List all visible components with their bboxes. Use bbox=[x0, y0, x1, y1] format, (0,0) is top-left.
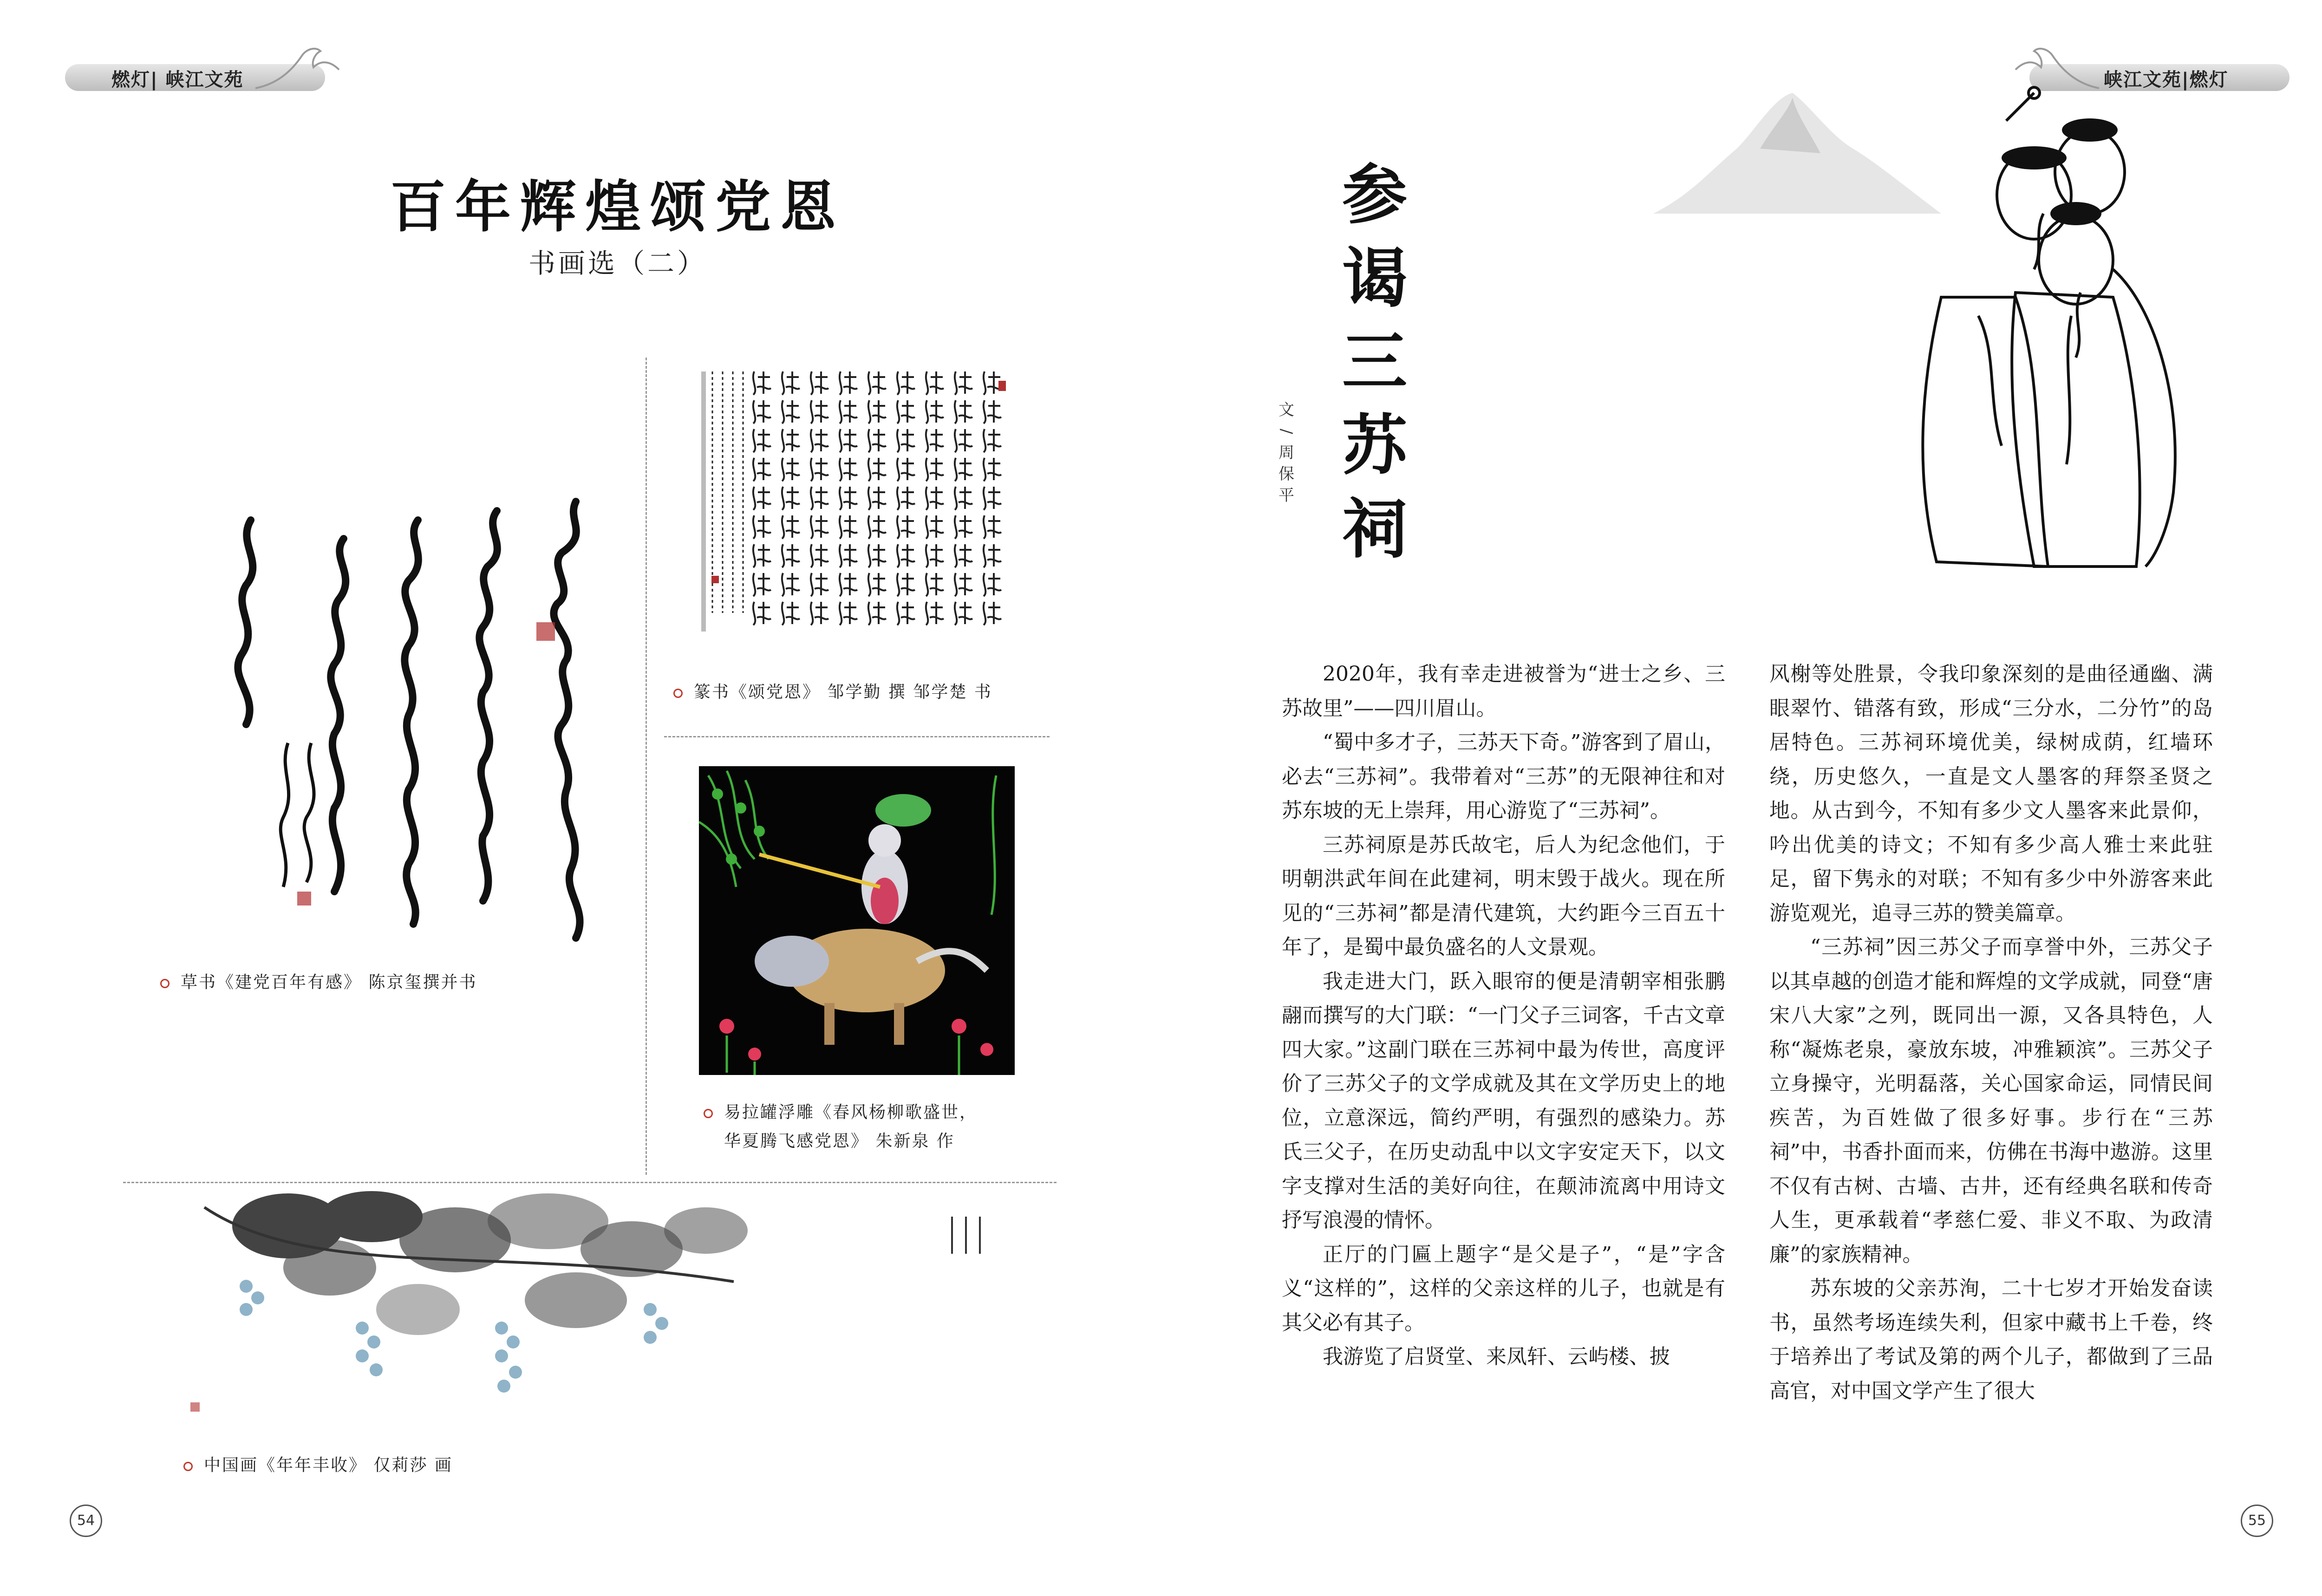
divider-horizontal-bottom bbox=[123, 1182, 1057, 1183]
author-char: 保 bbox=[1278, 465, 1294, 483]
title-char: 祠 bbox=[1342, 491, 1407, 567]
caption-painting bbox=[183, 1451, 453, 1480]
paragraph: 正厅的门匾上题字“是父是子”，“是”字含义“这样的”，这样的父亲这样的儿子，也就是有其父必有其子。 bbox=[1282, 1242, 1725, 1335]
caption-zhuanshu-text: 篆书《颂党恩》 邹学勤 撰 邹学楚 书 bbox=[694, 683, 992, 702]
title-char: 谒 bbox=[1342, 241, 1407, 317]
page-title: 百年辉煌颂党恩 bbox=[390, 174, 845, 240]
title-char: 苏 bbox=[1342, 408, 1407, 484]
article-column-1 bbox=[1282, 657, 1725, 1374]
caption-caoshu-text: 草书《建党百年有感》 陈京玺撰并书 bbox=[181, 973, 477, 992]
page-number-left: 54 bbox=[70, 1505, 102, 1537]
paragraph: 三苏祠原是苏氏故宅，后人为纪念他们，于明朝洪武年间在此建祠，明末毁于战火。现在所见的“三苏祠”都是清代建筑，大约距今三百五十年了，是蜀中最负盛名的人文景观。 bbox=[1282, 833, 1725, 959]
caption-zhuanshu bbox=[673, 678, 992, 707]
page-subtitle: 书画选（二） bbox=[528, 248, 707, 279]
paragraph-continued: 风榭等处胜景，令我印象深刻的是曲径通幽、满眼翠竹、错落有致，形成“三分水，二分竹”的岛居特色。三苏祠环境优美，绿树成荫，红墙环绕，历史悠久，一直是文人墨客的拜祭圣贤之地。从古到今，不知有多少文人墨客来此景仰，吟出优美的诗文；不知有多少高人雅士来此驻足，留下隽永的对联；不知有多少中外游客来此游览观光，追寻三苏的赞美篇章。 bbox=[1769, 662, 2213, 925]
paragraph: 我走进大门，跃入眼帘的便是清朝宰相张鹏翮而撰写的大门联：“一门父子三词客，千古文章四大家。”这副门联在三苏祠中最为传世，高度评价了三苏父子的文学成就及其在文学历史上的地位，立意深远，简约严明，有强烈的感染力。苏氏三父子，在历史动乱中以文字安定天下，以文字支撑对生活的美好向往，在颠沛流离中用诗文抒写浪漫的情怀。 bbox=[1282, 969, 1725, 1232]
divider-vertical bbox=[646, 358, 647, 1175]
caption-bullet-icon bbox=[160, 979, 170, 988]
author-byline-vertical bbox=[1275, 399, 1298, 506]
cursive-calligraphy-artwork bbox=[158, 483, 622, 961]
author-char: / bbox=[1277, 429, 1296, 434]
caption-bullet-icon bbox=[673, 689, 683, 698]
caption-relief-line1: 易拉罐浮雕《春风杨柳歌盛世， bbox=[724, 1103, 978, 1122]
article-column-2 bbox=[1769, 657, 2213, 1408]
title-char: 参 bbox=[1342, 157, 1407, 233]
article-title-vertical bbox=[1337, 153, 1412, 571]
caption-bullet-icon bbox=[704, 1109, 713, 1118]
paragraph: 我游览了启贤堂、来凤轩、云屿楼、披 bbox=[1323, 1345, 1670, 1368]
ink-painting-grapes bbox=[176, 1189, 1012, 1449]
relief-artwork bbox=[699, 766, 1015, 1075]
caption-caoshu bbox=[160, 968, 477, 997]
title-char: 三 bbox=[1342, 324, 1407, 400]
paragraph: “三苏祠”因三苏父子而享誉中外，三苏父子以其卓越的创造才能和辉煌的文学成就，同登“唐宋八大家”之列，既同出一源，又各具特色，人称“凝炼老泉，豪放东坡，冲雅颖滨”。三苏父子立身操守，光明磊落，关心国家命运，同情民间疾苦，为百姓做了很多好事。步行在“三苏祠”中，书香扑面而来，仿佛在书海中遨游。这里不仅有古树、古墙、古井，还有经典名联和传奇人生，更承载着“孝慈仁爱、非义不取、为政清廉”的家族精神。 bbox=[1769, 935, 2213, 1266]
paragraph: 苏东坡的父亲苏洵，二十七岁才开始发奋读书，虽然考场连续失利，但家中藏书上千卷，终于培养出了考试及第的两个儿子，都做到了三品高官，对中国文学产生了很大 bbox=[1769, 1277, 2213, 1403]
divider-horizontal-right bbox=[664, 736, 1050, 737]
left-header-label: 燃灯| 峡江文苑 bbox=[111, 69, 244, 91]
seal-script-artwork bbox=[692, 353, 1012, 650]
author-char: 文 bbox=[1278, 401, 1294, 419]
author-char: 平 bbox=[1278, 486, 1294, 505]
caption-relief bbox=[704, 1098, 978, 1156]
caption-relief-line2: 华夏腾飞感党恩》 朱新泉 作 bbox=[724, 1132, 955, 1151]
left-header-ornament bbox=[251, 42, 344, 93]
three-su-figures-illustration bbox=[1895, 74, 2229, 585]
caption-bullet-icon bbox=[183, 1462, 193, 1471]
paragraph: 2020年，我有幸走进被誉为“进士之乡、三苏故里”——四川眉山。 bbox=[1282, 662, 1725, 720]
author-char: 周 bbox=[1278, 443, 1294, 462]
caption-painting-text: 中国画《年年丰收》 仅莉莎 画 bbox=[204, 1456, 453, 1475]
paragraph: “蜀中多才子，三苏天下奇。”游客到了眉山，必去“三苏祠”。我带着对“三苏”的无限神往和对苏东坡的无上崇拜，用心游览了“三苏祠”。 bbox=[1282, 730, 1725, 822]
page-number-right: 55 bbox=[2241, 1505, 2273, 1537]
right-header-label: 峡江文苑|燃灯 bbox=[2104, 69, 2229, 91]
